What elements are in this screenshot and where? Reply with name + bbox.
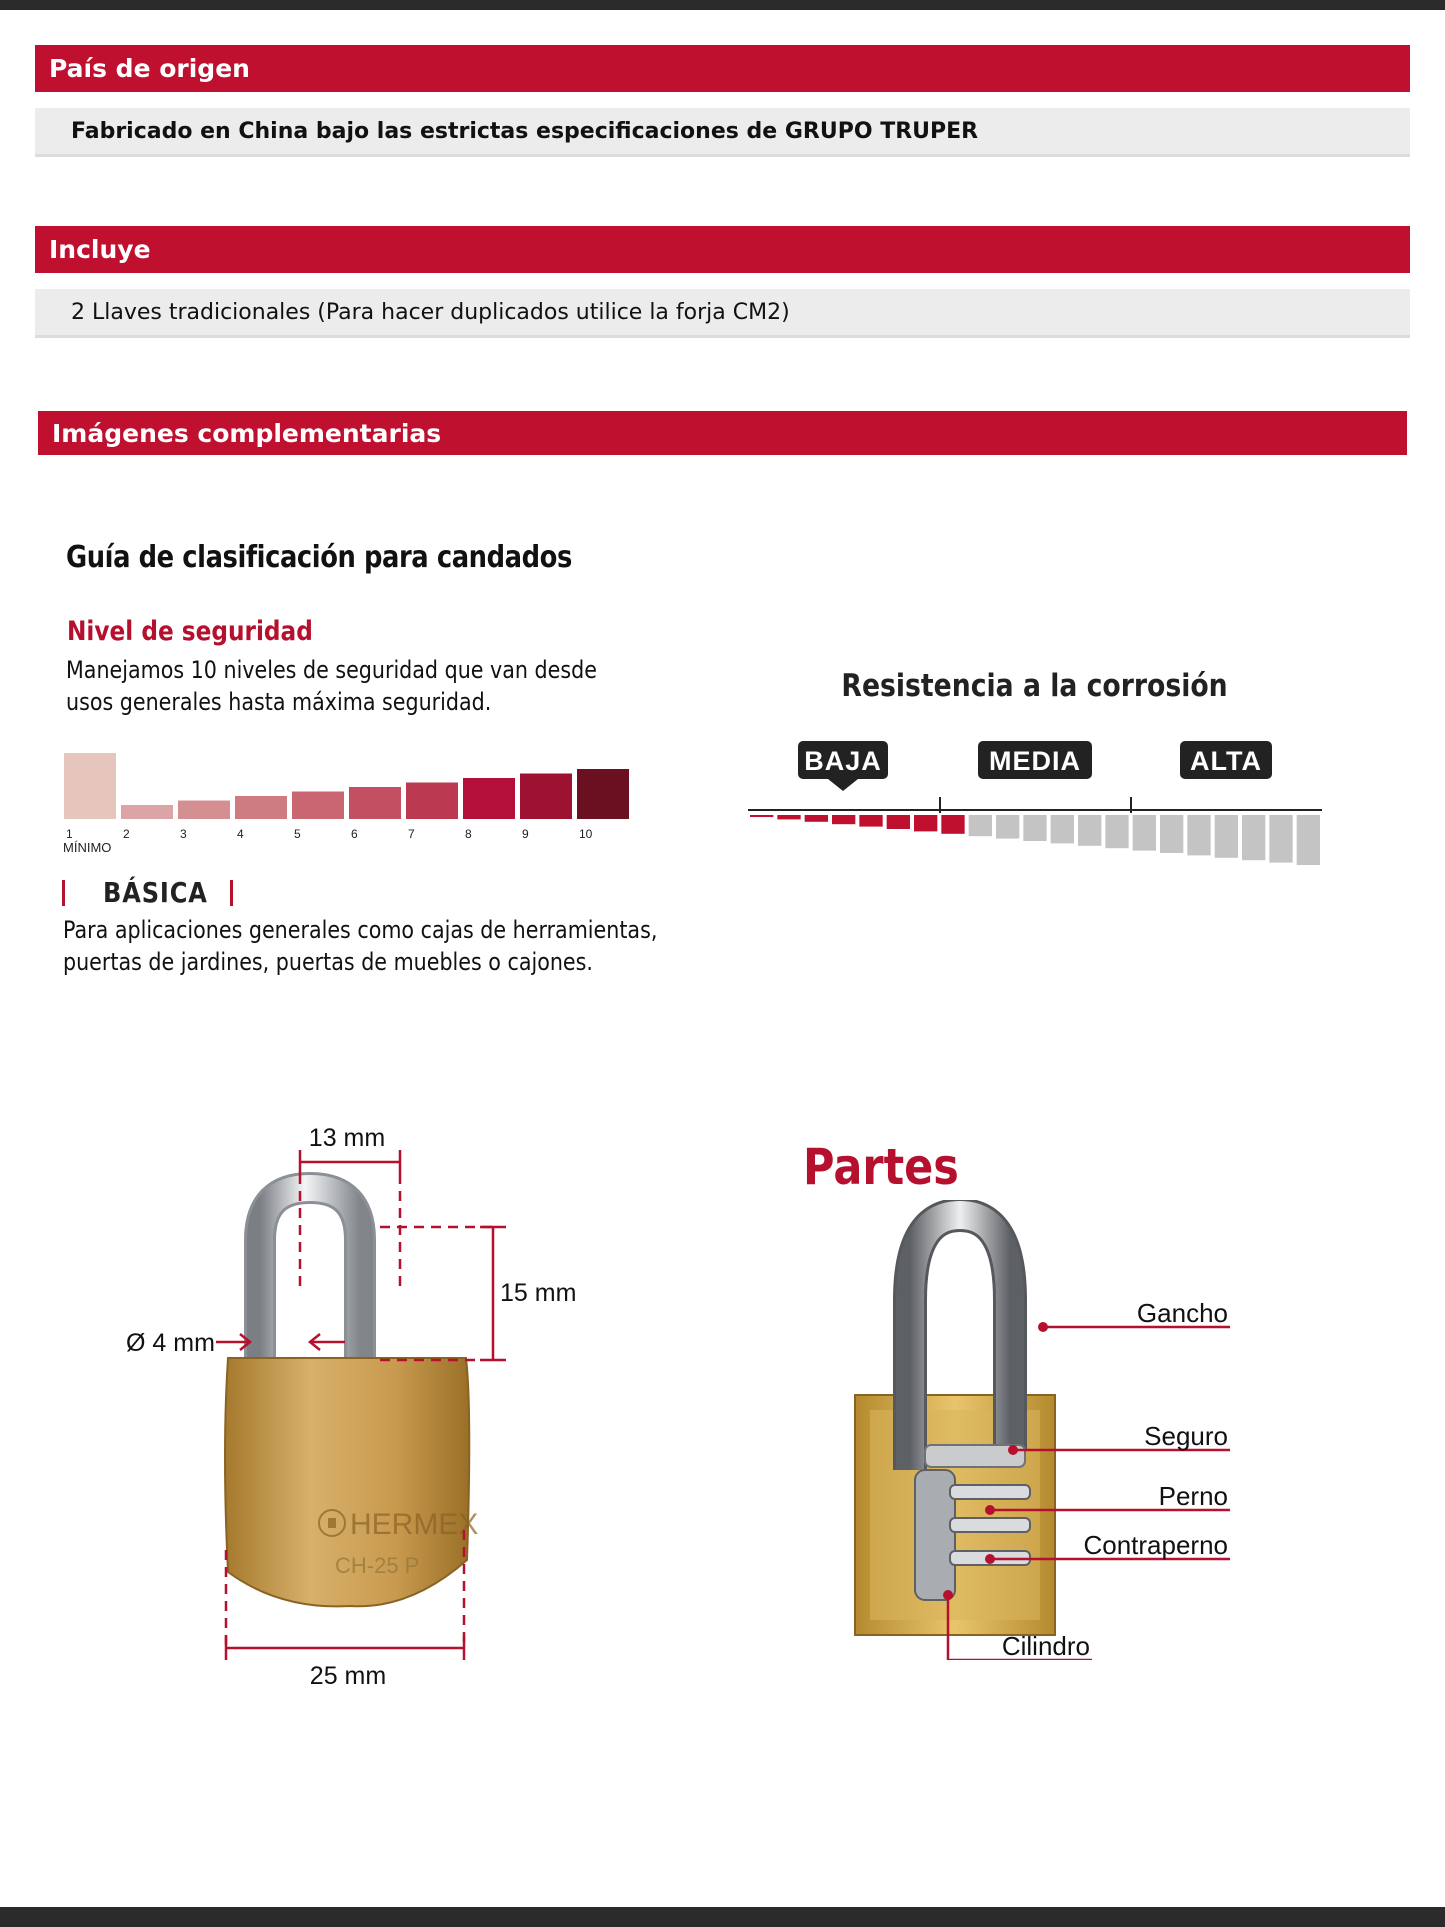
corrosion-bar — [1242, 815, 1265, 860]
corrosion-title: Resistencia a la corrosión — [841, 668, 1229, 704]
includes-row — [35, 289, 1410, 338]
corrosion-bar — [941, 815, 964, 834]
corrosion-title-wrap — [730, 668, 1340, 704]
corrosion-bar — [1051, 815, 1074, 843]
security-level-bar — [520, 774, 572, 820]
corrosion-bar — [996, 815, 1019, 839]
guide-title: Guía de clasificación para candados — [66, 540, 572, 575]
images-header — [38, 411, 1407, 455]
corrosion-bar — [1215, 815, 1238, 858]
corrosion-bar — [1078, 815, 1101, 846]
security-level-tick: 4 — [237, 827, 244, 841]
security-level-tick: 8 — [465, 827, 472, 841]
corrosion-bar — [859, 815, 882, 827]
corrosion-bar — [887, 815, 910, 829]
padlock-parts-figure — [840, 1200, 1240, 1660]
shackle-width-label: 13 mm — [308, 1124, 386, 1152]
corrosion-bar — [777, 815, 800, 819]
part-contraperno: Contraperno — [1083, 1530, 1228, 1560]
includes-header-label: Incluye — [49, 235, 151, 264]
security-level-description: Manejamos 10 niveles de seguridad que van desde usos generales hasta máxima seguridad. — [66, 656, 597, 716]
corrosion-bar — [1269, 815, 1292, 863]
corrosion-bar — [805, 815, 828, 822]
includes-header — [35, 226, 1410, 273]
origin-header — [35, 45, 1410, 92]
corrosion-bar — [832, 815, 855, 824]
level-name: BÁSICA — [103, 876, 208, 909]
corrosion-bar — [969, 815, 992, 836]
padlock-dimensions-figure — [110, 1110, 630, 1700]
security-level-bar — [349, 787, 401, 819]
part-cilindro: Cilindro — [1001, 1631, 1090, 1660]
corrosion-label-media — [978, 741, 1092, 779]
level-bracket-right — [230, 880, 233, 906]
parts-title: Partes — [803, 1138, 959, 1196]
padlock-body-icon — [225, 1358, 478, 1606]
security-level-bar — [577, 769, 629, 819]
images-header-label: Imágenes complementarias — [52, 418, 442, 448]
security-level-bar — [463, 778, 515, 819]
security-level-tick: 5 — [294, 827, 301, 841]
security-level-tick: 10 — [579, 827, 593, 841]
shackle-icon — [260, 1188, 360, 1375]
selected-pointer-icon — [828, 779, 858, 791]
min-label: MÍNIMO — [63, 840, 112, 855]
corrosion-label-media-text: MEDIA — [989, 746, 1081, 776]
security-level-tick: 1 — [66, 827, 73, 841]
corrosion-bar — [750, 815, 773, 817]
part-seguro: Seguro — [1144, 1421, 1228, 1451]
security-level-tick: 7 — [408, 827, 415, 841]
model-text: CH-25 P — [335, 1553, 420, 1578]
corrosion-bar — [1160, 815, 1183, 853]
corrosion-label-alta — [1180, 741, 1272, 779]
origin-header-label: País de origen — [49, 54, 250, 83]
corrosion-label-baja — [798, 741, 888, 791]
corrosion-label-baja-text: BAJA — [804, 746, 882, 776]
origin-text: Fabricado en China bajo las estrictas especificaciones de GRUPO TRUPER — [71, 118, 979, 144]
brand-text: HERMEX — [350, 1508, 479, 1541]
corrosion-scale — [740, 735, 1330, 870]
part-perno: Perno — [1158, 1481, 1228, 1511]
security-level-bar — [235, 796, 287, 819]
level-bracket-left — [62, 880, 65, 906]
security-level-bar — [406, 783, 458, 820]
level-description: Para aplicaciones generales como cajas de herramientas, puertas de jardines, puertas de muebles o cajones. — [63, 916, 658, 976]
security-level-tick: 9 — [522, 827, 529, 841]
corrosion-bar — [1105, 815, 1128, 848]
security-level-bar — [121, 805, 173, 819]
security-level-tick: 2 — [123, 827, 130, 841]
corrosion-bar — [1023, 815, 1046, 841]
top-bar — [0, 0, 1445, 10]
security-level-tick: 6 — [351, 827, 358, 841]
body-width-label: 25 mm — [309, 1662, 387, 1690]
bottom-bar — [0, 1907, 1445, 1927]
corrosion-bar — [914, 815, 937, 831]
shackle-height-label: 15 mm — [500, 1279, 577, 1307]
security-level-scale — [60, 745, 640, 860]
security-level-bar — [64, 753, 116, 819]
corrosion-bar — [1133, 815, 1156, 851]
includes-text: 2 Llaves tradicionales (Para hacer duplicados utilice la forja CM2) — [71, 299, 790, 325]
origin-row — [35, 108, 1410, 157]
security-level-bar — [178, 801, 230, 820]
security-level-title: Nivel de seguridad — [67, 616, 313, 647]
security-level-tick: 3 — [180, 827, 187, 841]
corrosion-bar — [1187, 815, 1210, 855]
corrosion-label-alta-text: ALTA — [1190, 746, 1262, 776]
security-level-bar — [292, 792, 344, 820]
shackle-diameter-label: Ø 4 mm — [126, 1329, 215, 1357]
part-gancho: Gancho — [1136, 1298, 1228, 1328]
corrosion-bar — [1297, 815, 1320, 865]
